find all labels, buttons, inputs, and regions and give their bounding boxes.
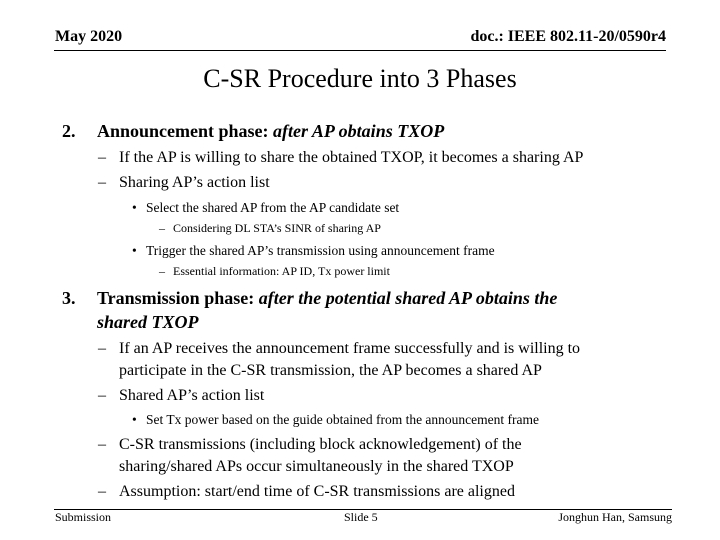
- section3-heading-text: Transmission phase:: [97, 288, 259, 308]
- section3-sub1: • Set Tx power based on the guide obtained from the announcement frame: [132, 412, 540, 427]
- section2-sub2-detail: – Essential information: AP ID, Tx power limit: [159, 264, 390, 278]
- section3-number: 3.: [62, 288, 76, 308]
- header-doc-id: doc.: IEEE 802.11-20/0590r4: [470, 28, 666, 45]
- section2-bullet2: – Sharing AP’s action list: [98, 174, 270, 191]
- section3-heading-line2: shared TXOP: [97, 312, 199, 332]
- section2-heading-italic: after AP obtains TXOP: [273, 121, 445, 141]
- section3-bullet1: – If an AP receives the announcement frame successfully and is willing to: [98, 340, 581, 357]
- section3-heading-italic: after the potential shared AP obtains the: [258, 288, 558, 308]
- section2-bullet1: – If the AP is willing to share the obtained TXOP, it becomes a sharing AP: [98, 149, 584, 166]
- footer-slide-number: Slide 5: [344, 510, 378, 524]
- section3-bullet3: – C-SR transmissions (including block acknowledgement) of the: [98, 436, 522, 453]
- section3-bullet1-cont: participate in the C-SR transmission, the AP becomes a shared AP: [119, 362, 542, 379]
- section2-sub1: • Select the shared AP from the AP candidate set: [132, 200, 400, 215]
- section3-bullet3-cont: sharing/shared APs occur simultaneously in the shared TXOP: [119, 458, 514, 475]
- slide-title: C-SR Procedure into 3 Phases: [203, 64, 517, 93]
- section3-heading: [62, 288, 642, 309]
- section2-heading: [62, 121, 622, 142]
- section2-sub1-detail: – Considering DL STA’s SINR of sharing AP: [159, 221, 381, 235]
- header-date: May 2020: [55, 28, 123, 45]
- footer-author: Jonghun Han, Samsung: [558, 510, 672, 524]
- section2-number: 2.: [62, 121, 76, 141]
- header-rule: [54, 50, 666, 51]
- section3-bullet4: – Assumption: start/end time of C-SR transmissions are aligned: [98, 483, 515, 500]
- section2-heading-text: Announcement phase:: [97, 121, 274, 141]
- footer-submission: Submission: [55, 510, 112, 524]
- section2-sub2: • Trigger the shared AP’s transmission using announcement frame: [132, 243, 495, 258]
- section3-bullet2: – Shared AP’s action list: [98, 387, 265, 404]
